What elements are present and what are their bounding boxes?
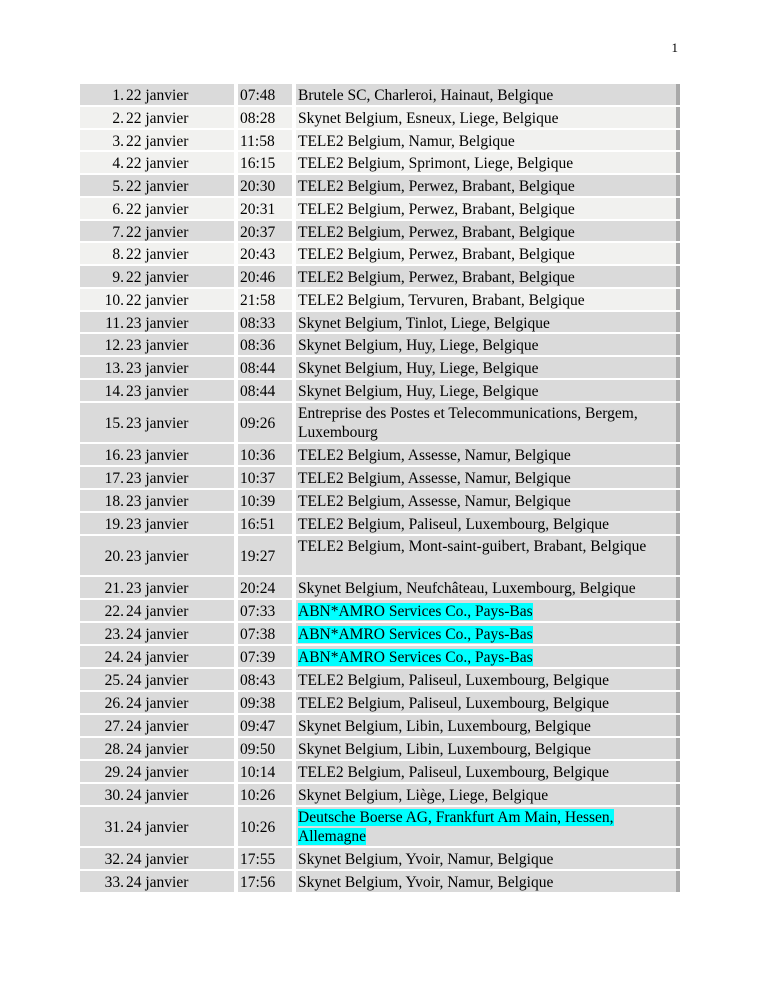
row-time: 09:26 xyxy=(240,415,276,432)
row-location-cell xyxy=(298,86,678,105)
list-item xyxy=(80,807,680,848)
row-location: Deutsche Boerse AG, Frankfurt Am Main, Hessen, Allemagne xyxy=(298,809,614,845)
page-number: 1 xyxy=(671,40,678,55)
row-time: 08:36 xyxy=(240,337,276,354)
row-time: 10:36 xyxy=(240,447,276,464)
row-number: 21. xyxy=(104,580,124,597)
row-number: 10. xyxy=(104,292,124,309)
row-location-cell xyxy=(298,648,678,667)
row-date: 23 janvier xyxy=(126,447,189,464)
row-date: 23 janvier xyxy=(126,493,189,510)
list-item xyxy=(80,334,680,357)
row-number: 28. xyxy=(104,741,124,758)
row-time: 09:38 xyxy=(240,695,276,712)
row-date: 24 janvier xyxy=(126,851,189,868)
row-location: Skynet Belgium, Esneux, Liege, Belgique xyxy=(298,110,559,127)
row-location: Skynet Belgium, Tinlot, Liege, Belgique xyxy=(298,315,550,332)
row-number: 13. xyxy=(104,360,124,377)
list-item xyxy=(80,198,680,221)
row-location: TELE2 Belgium, Paliseul, Luxembourg, Belgique xyxy=(298,764,609,781)
row-location-cell xyxy=(298,404,678,442)
row-number: 23. xyxy=(104,626,124,643)
row-location: Skynet Belgium, Liège, Liege, Belgique xyxy=(298,787,549,804)
row-date: 24 janvier xyxy=(126,819,189,836)
list-item xyxy=(80,536,680,577)
row-number: 9. xyxy=(112,269,124,286)
row-location: TELE2 Belgium, Mont-saint-guibert, Brabant, Belgique xyxy=(298,538,647,555)
row-time: 10:37 xyxy=(240,470,276,487)
row-time: 17:56 xyxy=(240,874,276,891)
row-location-cell xyxy=(298,579,678,598)
row-location: TELE2 Belgium, Perwez, Brabant, Belgique xyxy=(298,269,575,286)
list-item xyxy=(80,380,680,403)
row-number: 3. xyxy=(112,133,124,150)
row-location: Skynet Belgium, Libin, Luxembourg, Belgique xyxy=(298,718,591,735)
list-item xyxy=(80,513,680,536)
row-time: 20:46 xyxy=(240,269,276,286)
list-item xyxy=(80,467,680,490)
row-location: TELE2 Belgium, Paliseul, Luxembourg, Belgique xyxy=(298,695,609,712)
row-location-cell xyxy=(298,625,678,644)
row-location: ABN*AMRO Services Co., Pays-Bas xyxy=(298,649,533,666)
row-date: 22 janvier xyxy=(126,269,189,286)
row-location-cell xyxy=(298,537,678,556)
list-item xyxy=(80,692,680,715)
row-location-cell xyxy=(298,291,678,310)
row-date: 23 janvier xyxy=(126,360,189,377)
row-date: 22 janvier xyxy=(126,87,189,104)
row-number: 14. xyxy=(104,383,124,400)
row-date: 24 janvier xyxy=(126,718,189,735)
list-item xyxy=(80,623,680,646)
row-location: TELE2 Belgium, Assesse, Namur, Belgique xyxy=(298,447,571,464)
list-item xyxy=(80,871,680,894)
row-location-cell xyxy=(298,808,678,846)
row-time: 16:51 xyxy=(240,516,276,533)
row-number: 24. xyxy=(104,649,124,666)
row-location: Brutele SC, Charleroi, Hainaut, Belgique xyxy=(298,87,554,104)
row-time: 20:43 xyxy=(240,246,276,263)
list-item xyxy=(80,130,680,152)
row-location: Skynet Belgium, Huy, Liege, Belgique xyxy=(298,360,539,377)
row-time: 20:37 xyxy=(240,224,276,241)
row-time: 10:39 xyxy=(240,493,276,510)
row-date: 24 janvier xyxy=(126,764,189,781)
row-number: 8. xyxy=(112,246,124,263)
list-item xyxy=(80,848,680,871)
row-date: 24 janvier xyxy=(126,695,189,712)
row-date: 22 janvier xyxy=(126,201,189,218)
row-date: 24 janvier xyxy=(126,741,189,758)
row-location-cell xyxy=(298,850,678,869)
row-number: 25. xyxy=(104,672,124,689)
row-location-cell xyxy=(298,786,678,805)
row-location: TELE2 Belgium, Assesse, Namur, Belgique xyxy=(298,470,571,487)
row-location: TELE2 Belgium, Sprimont, Liege, Belgique xyxy=(298,155,574,172)
row-location: TELE2 Belgium, Paliseul, Luxembourg, Belgique xyxy=(298,672,609,689)
list-item xyxy=(80,577,680,600)
list-item xyxy=(80,266,680,289)
row-time: 08:44 xyxy=(240,383,276,400)
row-time: 20:30 xyxy=(240,178,276,195)
list-item xyxy=(80,175,680,198)
row-location-cell xyxy=(298,602,678,621)
row-location: Skynet Belgium, Huy, Liege, Belgique xyxy=(298,383,539,400)
list-item xyxy=(80,403,680,444)
row-date: 22 janvier xyxy=(126,224,189,241)
row-date: 23 janvier xyxy=(126,516,189,533)
row-location: TELE2 Belgium, Perwez, Brabant, Belgique xyxy=(298,178,575,195)
row-time: 09:50 xyxy=(240,741,276,758)
row-location-cell xyxy=(298,763,678,782)
row-location-cell xyxy=(298,109,678,128)
list-item xyxy=(80,152,680,175)
row-location: TELE2 Belgium, Paliseul, Luxembourg, Belgique xyxy=(298,516,609,533)
row-location: ABN*AMRO Services Co., Pays-Bas xyxy=(298,603,533,620)
row-date: 22 janvier xyxy=(126,178,189,195)
log-list xyxy=(80,84,680,894)
row-location-cell xyxy=(298,336,678,355)
row-number: 33. xyxy=(104,874,124,891)
row-location: TELE2 Belgium, Tervuren, Brabant, Belgique xyxy=(298,292,585,309)
row-location-cell xyxy=(298,177,678,196)
row-date: 23 janvier xyxy=(126,383,189,400)
row-location-cell xyxy=(298,223,678,242)
row-date: 24 janvier xyxy=(126,649,189,666)
row-time: 08:33 xyxy=(240,315,276,332)
row-time: 07:48 xyxy=(240,87,276,104)
list-item xyxy=(80,784,680,807)
row-time: 07:39 xyxy=(240,649,276,666)
row-location-cell xyxy=(298,314,678,333)
row-number: 5. xyxy=(112,178,124,195)
row-date: 23 janvier xyxy=(126,315,189,332)
row-date: 24 janvier xyxy=(126,603,189,620)
row-number: 29. xyxy=(104,764,124,781)
list-item xyxy=(80,715,680,738)
list-item xyxy=(80,669,680,692)
list-item xyxy=(80,490,680,513)
row-date: 22 janvier xyxy=(126,292,189,309)
row-location: ABN*AMRO Services Co., Pays-Bas xyxy=(298,626,533,643)
row-location: TELE2 Belgium, Perwez, Brabant, Belgique xyxy=(298,224,575,241)
row-number: 1. xyxy=(112,87,124,104)
row-number: 2. xyxy=(112,110,124,127)
row-location-cell xyxy=(298,492,678,511)
row-location: Skynet Belgium, Yvoir, Namur, Belgique xyxy=(298,851,554,868)
row-time: 19:27 xyxy=(240,548,276,565)
row-location: TELE2 Belgium, Namur, Belgique xyxy=(298,133,515,150)
list-item xyxy=(80,243,680,266)
list-item xyxy=(80,646,680,669)
row-time: 17:55 xyxy=(240,851,276,868)
row-number: 30. xyxy=(104,787,124,804)
row-number: 20. xyxy=(104,548,124,565)
list-item xyxy=(80,312,680,334)
row-time: 20:24 xyxy=(240,580,276,597)
row-date: 23 janvier xyxy=(126,548,189,565)
row-location-cell xyxy=(298,245,678,264)
row-number: 22. xyxy=(104,603,124,620)
row-time: 10:26 xyxy=(240,787,276,804)
list-item xyxy=(80,444,680,467)
row-location: TELE2 Belgium, Assesse, Namur, Belgique xyxy=(298,493,571,510)
row-location-cell xyxy=(298,200,678,219)
row-date: 23 janvier xyxy=(126,580,189,597)
list-item xyxy=(80,289,680,312)
row-number: 31. xyxy=(104,819,124,836)
row-number: 7. xyxy=(112,224,124,241)
row-time: 09:47 xyxy=(240,718,276,735)
row-time: 08:28 xyxy=(240,110,276,127)
row-location-cell xyxy=(298,132,678,151)
row-time: 10:14 xyxy=(240,764,276,781)
row-time: 10:26 xyxy=(240,819,276,836)
row-date: 22 janvier xyxy=(126,246,189,263)
list-item xyxy=(80,84,680,107)
row-location-cell xyxy=(298,740,678,759)
row-location-cell xyxy=(298,446,678,465)
row-location-cell xyxy=(298,154,678,173)
row-location: TELE2 Belgium, Perwez, Brabant, Belgique xyxy=(298,201,575,218)
row-location-cell xyxy=(298,694,678,713)
row-location-cell xyxy=(298,359,678,378)
row-time: 21:58 xyxy=(240,292,276,309)
row-location-cell xyxy=(298,717,678,736)
row-time: 11:58 xyxy=(240,133,275,150)
row-date: 23 janvier xyxy=(126,470,189,487)
row-date: 22 janvier xyxy=(126,155,189,172)
row-time: 20:31 xyxy=(240,201,276,218)
row-date: 23 janvier xyxy=(126,337,189,354)
list-item xyxy=(80,357,680,380)
row-number: 11. xyxy=(105,315,124,332)
row-number: 4. xyxy=(112,155,124,172)
row-number: 26. xyxy=(104,695,124,712)
row-location: Skynet Belgium, Yvoir, Namur, Belgique xyxy=(298,874,554,891)
row-number: 12. xyxy=(104,337,124,354)
row-location-cell xyxy=(298,382,678,401)
row-time: 08:44 xyxy=(240,360,276,377)
row-number: 19. xyxy=(104,516,124,533)
row-location: Entreprise des Postes et Telecommunications, Bergem, Luxembourg xyxy=(298,405,638,441)
row-location: Skynet Belgium, Huy, Liege, Belgique xyxy=(298,337,539,354)
row-location-cell xyxy=(298,268,678,287)
row-time: 16:15 xyxy=(240,155,276,172)
row-location: TELE2 Belgium, Perwez, Brabant, Belgique xyxy=(298,246,575,263)
list-item xyxy=(80,221,680,243)
row-location: Skynet Belgium, Libin, Luxembourg, Belgique xyxy=(298,741,591,758)
row-number: 16. xyxy=(104,447,124,464)
list-item xyxy=(80,600,680,623)
row-location-cell xyxy=(298,671,678,690)
row-date: 24 janvier xyxy=(126,874,189,891)
row-number: 27. xyxy=(104,718,124,735)
row-location-cell xyxy=(298,469,678,488)
row-date: 23 janvier xyxy=(126,415,189,432)
row-time: 08:43 xyxy=(240,672,276,689)
row-date: 24 janvier xyxy=(126,672,189,689)
row-time: 07:33 xyxy=(240,603,276,620)
list-item xyxy=(80,738,680,761)
list-item xyxy=(80,761,680,784)
row-number: 18. xyxy=(104,493,124,510)
row-time: 07:38 xyxy=(240,626,276,643)
list-item xyxy=(80,107,680,130)
row-date: 24 janvier xyxy=(126,626,189,643)
row-location-cell xyxy=(298,515,678,534)
row-date: 22 janvier xyxy=(126,110,189,127)
row-location: Skynet Belgium, Neufchâteau, Luxembourg, Belgique xyxy=(298,580,636,597)
row-number: 15. xyxy=(104,415,124,432)
row-date: 22 janvier xyxy=(126,133,189,150)
row-number: 17. xyxy=(104,470,124,487)
row-number: 6. xyxy=(112,201,124,218)
row-location-cell xyxy=(298,873,678,892)
row-date: 24 janvier xyxy=(126,787,189,804)
row-number: 32. xyxy=(104,851,124,868)
